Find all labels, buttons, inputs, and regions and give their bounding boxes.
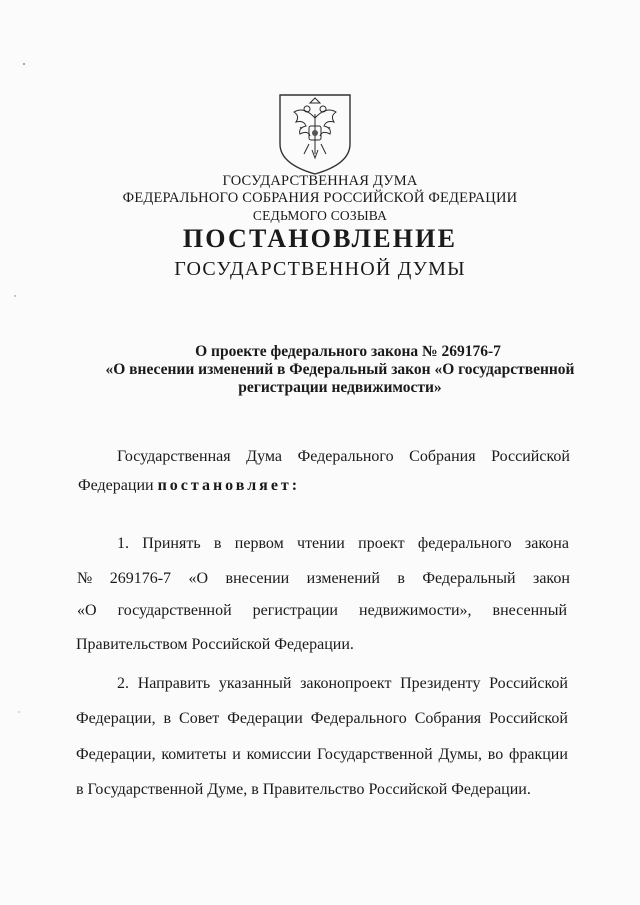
body-word: 269176-7: [109, 570, 172, 587]
body-word: государственной: [117, 602, 232, 619]
body-word: Федерального: [297, 448, 394, 465]
body-line: Правительством Российской Федерации.: [76, 636, 354, 653]
document-title: ПОСТАНОВЛЕНИЕ: [182, 224, 458, 253]
body-word: в: [213, 535, 222, 552]
body-word: №: [77, 570, 93, 587]
body-word: Российской: [491, 448, 570, 465]
body-word: Принять: [142, 535, 201, 552]
coat-of-arms-emblem: [276, 92, 354, 176]
body-line: в Государственной Думе, в Правительство Российской Федерации.: [76, 781, 531, 798]
body-word: «О: [188, 570, 209, 587]
body-word: чтении: [297, 535, 345, 552]
body-word: изменений: [306, 570, 380, 587]
body-word: Президенту: [400, 675, 481, 692]
body-line: [117, 533, 569, 555]
body-word: Государственная: [117, 448, 231, 465]
body-word: Собрания: [409, 448, 476, 465]
resolution-heading-line: «О внесении изменений в Федеральный закон «О государственной: [105, 361, 575, 378]
body-word: и: [232, 746, 241, 763]
body-word: закона: [524, 535, 569, 552]
body-word: Федерации,: [76, 746, 156, 763]
body-word: регистрации: [252, 602, 338, 619]
body-word: в: [397, 570, 405, 587]
document-subtitle: ГОСУДАРСТВЕННОЙ ДУМЫ: [174, 258, 466, 280]
body-line: [117, 673, 568, 695]
body-word: недвижимости»,: [359, 602, 472, 619]
body-word: Государственной: [316, 746, 433, 763]
body-word: 2.: [117, 675, 129, 692]
body-word: Направить: [137, 675, 211, 692]
body-word: внесении: [225, 570, 290, 587]
body-word: 1.: [117, 535, 129, 552]
body-word: комитеты: [161, 746, 227, 763]
body-word: Федерации: [227, 710, 303, 727]
body-line: [77, 600, 567, 622]
body-word: в: [163, 710, 172, 727]
body-word: Собрания: [414, 710, 482, 727]
body-word: Российской: [489, 710, 568, 727]
body-word: Думы,: [438, 746, 483, 763]
assembly-name: ФЕДЕРАЛЬНОГО СОБРАНИЯ РОССИЙСКОЙ ФЕДЕРАЦИИ: [122, 190, 518, 206]
body-word: проект: [358, 535, 405, 552]
body-word: указанный: [218, 675, 292, 692]
chamber-name: ГОСУДАРСТВЕННАЯ ДУМА: [222, 173, 418, 189]
resolves-word: постановляет:: [157, 477, 301, 494]
body-line: [76, 744, 568, 766]
body-word: Федерального: [310, 710, 407, 727]
body-word: Федерации,: [76, 710, 156, 727]
body-word: закон: [533, 570, 570, 587]
body-word: внесенный: [492, 602, 567, 619]
convocation: СЕДЬМОГО СОЗЫВА: [252, 208, 388, 223]
body-word: во: [487, 746, 504, 763]
body-line: [117, 446, 570, 468]
body-line: [78, 475, 300, 497]
resolution-heading-line: О проекте федерального закона № 269176-7: [195, 343, 501, 360]
body-word: Российской: [489, 675, 568, 692]
body-word: фракции: [508, 746, 568, 763]
resolution-heading-line: регистрации недвижимости»: [238, 379, 442, 396]
body-word: «О: [77, 602, 97, 619]
body-word: Дума: [246, 448, 282, 465]
body-word: Совет: [179, 710, 220, 727]
body-word: первом: [234, 535, 284, 552]
coat-of-arms-icon: [276, 92, 354, 176]
body-word: федерального: [417, 535, 512, 552]
body-word: комиссии: [246, 746, 312, 763]
body-text: Федерации: [78, 477, 154, 494]
body-word: законопроект: [300, 675, 392, 692]
body-word: Федеральный: [422, 570, 516, 587]
body-line: [77, 568, 570, 590]
body-line: [76, 708, 568, 730]
